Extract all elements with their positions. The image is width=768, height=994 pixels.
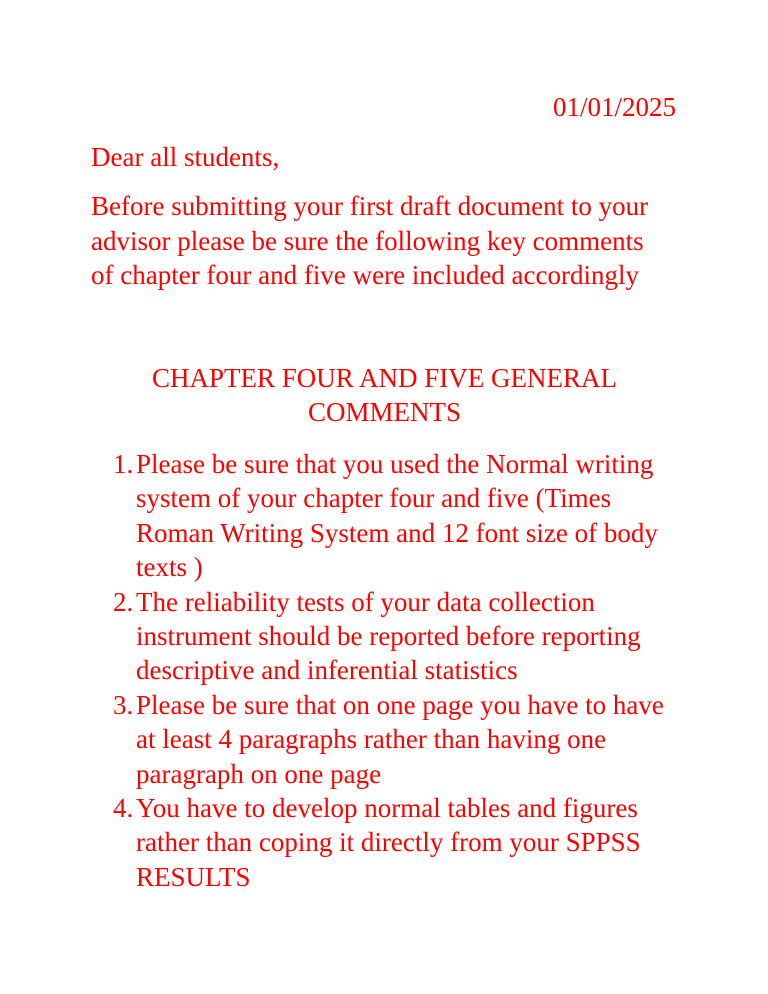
comment-line: Please be sure that you used the Normal writing [136, 449, 654, 479]
comment-line: You have to develop normal tables and figures [136, 793, 638, 824]
intro-line: of chapter four and five were included accordingly [91, 260, 640, 290]
comment-line: descriptive and inferential statistics [136, 655, 518, 686]
comment-line: rather than coping it directly from your SPPSS [136, 827, 641, 858]
heading-line: COMMENTS [307, 397, 462, 427]
comment-line: Roman Writing System and 12 font size of body [136, 517, 658, 548]
comment-line: instrument should be reported before reporting [136, 621, 641, 652]
letter-date: 01/01/2025 [552, 92, 676, 122]
comment-item-4 [0, 791, 681, 894]
comment-number: 4. [113, 793, 134, 824]
comment-line: RESULTS [136, 861, 251, 892]
salutation: Dear all students, [91, 142, 280, 172]
comment-item-1 [0, 447, 681, 585]
comment-line: texts ) [136, 552, 203, 583]
comment-line: paragraph on one page [136, 758, 382, 789]
comment-number: 1. [113, 449, 134, 479]
comments-list [0, 447, 768, 894]
intro-line: advisor please be sure the following key comments [91, 225, 644, 256]
comment-line: The reliability tests of your data collection [136, 586, 595, 617]
heading-line: CHAPTER FOUR AND FIVE GENERAL [151, 363, 618, 393]
intro-paragraph [91, 189, 691, 293]
comment-line: Please be sure that on one page you have to have [136, 689, 664, 720]
comment-number: 3. [113, 689, 134, 720]
intro-line: Before submitting your first draft document to your [91, 191, 649, 221]
comment-line: at least 4 paragraphs rather than having one [136, 724, 607, 755]
comment-number: 2. [113, 586, 134, 617]
comment-line: system of your chapter four and five (Times [136, 483, 612, 514]
comment-item-2 [0, 585, 681, 688]
section-heading [91, 361, 678, 429]
comment-item-3 [0, 688, 681, 791]
